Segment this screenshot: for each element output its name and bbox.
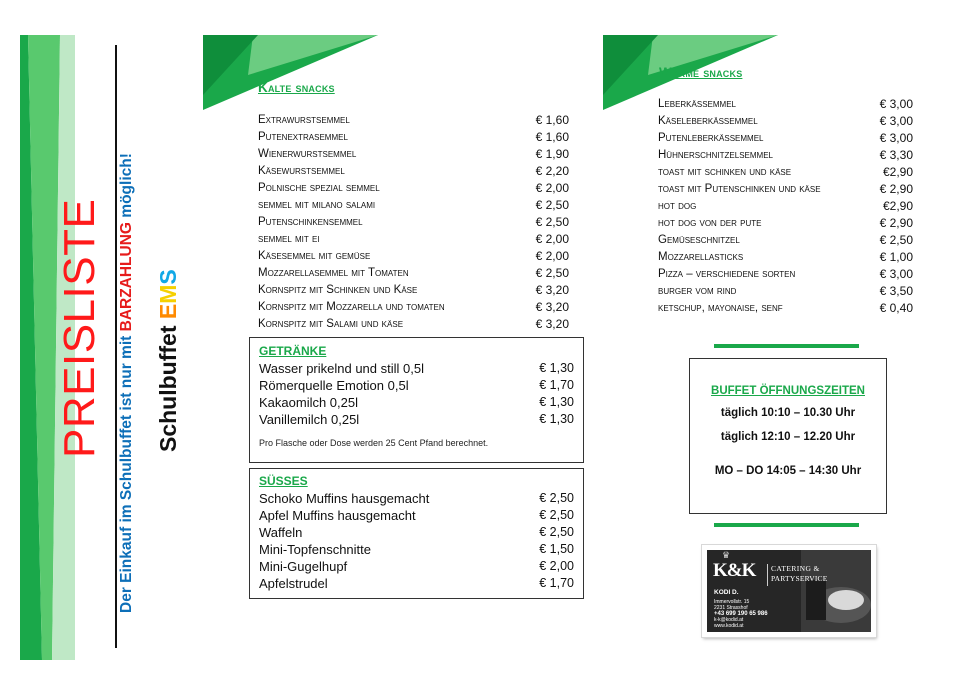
opening-line-2: täglich 12:10 – 12.20 Uhr — [720, 431, 856, 443]
item-name: toast mit Putenschinken und käse — [658, 183, 821, 195]
menu-item — [658, 215, 913, 232]
item-price: € 2,00 — [539, 559, 574, 573]
item-name: Putenschinkensemmel — [258, 216, 363, 228]
menu-item — [259, 411, 574, 428]
opening-line-1: täglich 10:10 – 10.30 Uhr — [720, 407, 856, 419]
item-price: € 1,60 — [535, 130, 569, 144]
item-price: € 1,30 — [539, 412, 574, 426]
item-name: Apfel Muffins hausgemacht — [259, 508, 416, 523]
item-price: € 3,30 — [879, 148, 913, 162]
item-name: burger vom rind — [658, 285, 737, 297]
buffet-name: Schulbuffet EMS — [155, 269, 181, 452]
item-price: € 2,90 — [879, 182, 913, 196]
item-name: Waffeln — [259, 525, 303, 540]
item-name: Kakaomilch 0,25l — [259, 395, 358, 410]
item-price: € 1,70 — [539, 576, 574, 590]
menu-item — [258, 248, 569, 265]
menu-item — [259, 575, 574, 592]
menu-item — [658, 198, 913, 215]
menu-item — [658, 249, 913, 266]
logo-name: KODI D. — [714, 589, 739, 596]
menu-item — [658, 96, 913, 113]
menu-item — [258, 197, 569, 214]
item-price: € 3,00 — [879, 131, 913, 145]
item-price: € 1,90 — [535, 147, 569, 161]
menu-item — [258, 299, 569, 316]
menu-item — [258, 316, 569, 333]
item-price: € 3,00 — [879, 114, 913, 128]
logo-tagline-2: PARTYSERVICE — [771, 574, 828, 583]
item-price: € 1,50 — [539, 542, 574, 556]
item-price: € 2,20 — [535, 164, 569, 178]
page-title: PREISLISTE — [55, 198, 104, 458]
item-name: Kornspitz mit Mozzarella und tomaten — [258, 301, 445, 313]
green-bar — [714, 344, 859, 348]
item-name: Mini-Topfenschnitte — [259, 542, 371, 557]
item-price: € 2,90 — [879, 216, 913, 230]
item-name: Putenextrasemmel — [258, 131, 348, 143]
item-price: € 2,00 — [535, 249, 569, 263]
crown-icon: ♛ — [722, 550, 731, 560]
item-price: €2,90 — [882, 165, 913, 179]
getraenke-list — [259, 360, 574, 428]
menu-item — [658, 300, 913, 317]
menu-item — [259, 507, 574, 524]
item-name: semmel mit ei — [258, 233, 320, 245]
item-name: ketschup, mayonaise, senf — [658, 302, 783, 314]
menu-item — [258, 214, 569, 231]
menu-item — [258, 129, 569, 146]
item-name: Wienerwurstsemmel — [258, 148, 357, 160]
menu-item — [658, 147, 913, 164]
menu-item — [658, 164, 913, 181]
logo-brand: K&K — [713, 560, 756, 581]
item-price: € 3,20 — [535, 283, 569, 297]
waiter-photo — [801, 550, 871, 632]
item-name: Käseleberkässemmel — [658, 115, 758, 127]
suesses-title: SÜSSES — [259, 474, 308, 488]
divider-line — [115, 45, 117, 648]
item-name: Kornspitz mit Schinken und Käse — [258, 284, 418, 296]
item-price: € 3,20 — [535, 300, 569, 314]
item-name: Mozzarellasemmel mit Tomaten — [258, 267, 409, 279]
menu-item — [259, 541, 574, 558]
payment-highlight: BARZAHLUNG — [118, 222, 135, 332]
item-name: Käsewurstsemmel — [258, 165, 345, 177]
menu-item — [258, 180, 569, 197]
menu-item — [258, 282, 569, 299]
item-name: Käsesemmel mit gemüse — [258, 250, 371, 262]
item-price: € 3,20 — [535, 317, 569, 331]
item-name: Hühnerschnitzelsemmel — [658, 149, 773, 161]
logo-contact: Immervollstr. 15 2231 Strasshof +43 699 190 65 986 k-k@kodid.at www.kodid.at — [714, 599, 768, 629]
item-name: Apfelstrudel — [259, 576, 328, 591]
menu-item — [258, 112, 569, 129]
item-price: € 2,50 — [539, 491, 574, 505]
menu-item — [258, 163, 569, 180]
kalte-snacks-title: Kalte snacks — [258, 80, 335, 95]
menu-item — [258, 146, 569, 163]
item-price: € 3,00 — [879, 267, 913, 281]
item-name: Polnische spezial semmel — [258, 182, 380, 194]
item-price: € 2,50 — [535, 215, 569, 229]
item-name: toast mit schinken und käse — [658, 166, 792, 178]
item-name: Mozzarellasticks — [658, 251, 744, 263]
item-name: Gemüseschnitzel — [658, 234, 740, 246]
item-price: € 2,50 — [535, 266, 569, 280]
item-price: €2,90 — [882, 199, 913, 213]
opening-line-3: MO – DO 14:05 – 14:30 Uhr — [714, 465, 862, 477]
opening-hours-title: BUFFET ÖFFNUNGSZEITEN — [711, 385, 865, 397]
menu-item — [259, 360, 574, 377]
item-name: Extrawurstsemmel — [258, 114, 350, 126]
logo-tagline-1: CATERING & — [771, 564, 820, 573]
menu-item — [658, 130, 913, 147]
item-price: € 2,50 — [539, 525, 574, 539]
item-name: Kornspitz mit Salami und käse — [258, 318, 404, 330]
warme-snacks-title: Warme snacks — [659, 65, 743, 80]
item-price: € 2,00 — [535, 181, 569, 195]
suesses-list — [259, 490, 574, 592]
item-price: € 3,50 — [879, 284, 913, 298]
item-price: € 1,60 — [535, 113, 569, 127]
menu-item — [259, 558, 574, 575]
menu-item — [259, 524, 574, 541]
item-name: Vanillemilch 0,25l — [259, 412, 360, 427]
menu-item — [658, 283, 913, 300]
opening-hours-box — [689, 358, 887, 514]
item-name: Wasser prikelnd und still 0,5l — [259, 361, 424, 376]
kalte-snacks-list — [258, 112, 569, 333]
menu-item — [258, 265, 569, 282]
menu-item — [658, 232, 913, 249]
item-price: € 2,50 — [539, 508, 574, 522]
item-price: € 2,50 — [879, 233, 913, 247]
item-price: € 1,30 — [539, 395, 574, 409]
caterer-logo — [702, 545, 876, 637]
item-name: Mini-Gugelhupf — [259, 559, 348, 574]
warme-snacks-list — [658, 96, 913, 317]
green-bar — [714, 523, 859, 527]
item-price: € 2,50 — [535, 198, 569, 212]
section-corner-deco — [203, 35, 378, 110]
menu-item — [258, 231, 569, 248]
payment-notice: Der Einkauf im Schulbuffet ist nur mit BARZAHLUNG möglich! — [118, 153, 135, 613]
menu-item — [259, 490, 574, 507]
item-price: € 2,00 — [535, 232, 569, 246]
menu-item — [658, 181, 913, 198]
item-name: hot dog — [658, 200, 697, 212]
item-name: Römerquelle Emotion 0,5l — [259, 378, 409, 393]
menu-item — [658, 113, 913, 130]
menu-item — [658, 266, 913, 283]
suesses-box — [249, 468, 584, 599]
item-name: hot dog von der pute — [658, 217, 762, 229]
item-name: Pizza – verschiedene sorten — [658, 268, 796, 280]
item-name: Leberkässemmel — [658, 98, 736, 110]
deposit-note: Pro Flasche oder Dose werden 25 Cent Pfand berechnet. — [259, 438, 489, 448]
buffet-code: EMS — [155, 269, 181, 320]
item-price: € 1,30 — [539, 361, 574, 375]
getraenke-box — [249, 337, 584, 463]
item-name: semmel mit milano salami — [258, 199, 376, 211]
item-price: € 1,70 — [539, 378, 574, 392]
menu-item — [259, 377, 574, 394]
item-name: Putenleberkässemmel — [658, 132, 764, 144]
item-price: € 3,00 — [879, 97, 913, 111]
menu-item — [259, 394, 574, 411]
item-price: € 1,00 — [879, 250, 913, 264]
item-name: Schoko Muffins hausgemacht — [259, 491, 430, 506]
getraenke-title: GETRÄNKE — [259, 344, 327, 358]
item-price: € 0,40 — [879, 301, 913, 315]
